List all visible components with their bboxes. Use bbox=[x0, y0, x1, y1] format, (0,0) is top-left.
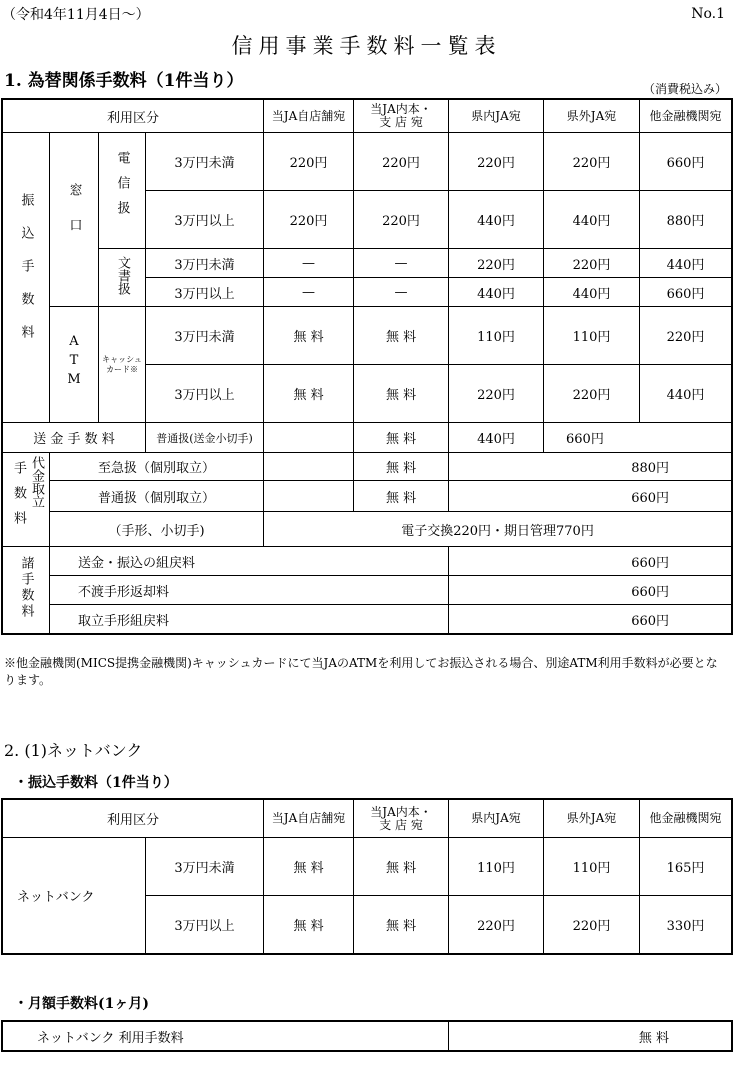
transfer-fee-heading: ・振込手数料（1件当り） bbox=[14, 775, 178, 791]
cell: 440円 bbox=[449, 423, 544, 453]
cell: 110円 bbox=[449, 307, 544, 365]
net-under-row bbox=[3, 838, 732, 896]
cell: 330円 bbox=[640, 896, 732, 954]
atm-under-amount: 3万円未満 bbox=[146, 307, 264, 365]
cell: 220円 bbox=[544, 365, 640, 423]
cell: 220円 bbox=[354, 133, 449, 191]
document-label: 文書扱 bbox=[99, 249, 146, 307]
cell: 無 料 bbox=[354, 365, 449, 423]
remit-row bbox=[3, 423, 732, 453]
doc-under-row bbox=[3, 249, 732, 278]
misc-value: 660円 bbox=[449, 576, 732, 605]
misc-row bbox=[3, 576, 732, 605]
tel-over-amount: 3万円以上 bbox=[146, 191, 264, 249]
cell: 440円 bbox=[544, 278, 640, 307]
bills-row bbox=[3, 512, 732, 547]
cell: 無 料 bbox=[354, 481, 449, 512]
cell: 220円 bbox=[449, 249, 544, 278]
cell: 220円 bbox=[449, 133, 544, 191]
cash-card-label: キャッシュカード※ bbox=[99, 307, 146, 423]
monthly-fee-table bbox=[2, 1021, 732, 1051]
net-under-amount: 3万円未満 bbox=[146, 838, 264, 896]
cell: 660円 bbox=[449, 481, 732, 512]
bills-label: （手形、小切手) bbox=[50, 512, 264, 547]
cell: 無 料 bbox=[264, 307, 354, 365]
cell: 440円 bbox=[640, 249, 732, 278]
col-own-branch: 当JA自店舗宛 bbox=[264, 100, 354, 133]
misc-label: 不渡手形返却料 bbox=[50, 576, 449, 605]
atm-under-row bbox=[3, 307, 732, 365]
monthly-fee-heading: ・月額手数料(1ヶ月) bbox=[14, 996, 149, 1012]
col-own-main bbox=[354, 800, 449, 838]
cell: 220円 bbox=[354, 191, 449, 249]
cell: 880円 bbox=[640, 191, 732, 249]
section2-heading: 2. (1)ネットバンク bbox=[4, 741, 143, 760]
atm-footnote: ※他金融機関(MICS提携金融機関)キャッシュカードにて当JAのATMを利用してお振込される場合、別途ATM利用手数料が必要となります。 bbox=[4, 656, 718, 687]
col-own-main-line1: 当JA内本・ bbox=[370, 102, 432, 116]
cell: 無 料 bbox=[264, 365, 354, 423]
express-label: 至急扱（個別取立） bbox=[50, 453, 264, 481]
tax-note: （消費税込み） bbox=[642, 82, 727, 96]
cell: 220円 bbox=[544, 249, 640, 278]
bills-value: 電子交換220円・期日管理770円 bbox=[264, 512, 732, 547]
col-in-pref: 県内JA宛 bbox=[449, 100, 544, 133]
exchange-fee-table bbox=[2, 99, 732, 634]
col-other-bank: 他金融機関宛 bbox=[640, 800, 732, 838]
col-category: 利用区分 bbox=[3, 100, 264, 133]
col-out-pref: 県外JA宛 bbox=[544, 800, 640, 838]
cell: 110円 bbox=[544, 307, 640, 365]
cell: 220円 bbox=[264, 133, 354, 191]
cell: 660円 bbox=[640, 133, 732, 191]
col-own-main-line2: 支 店 宛 bbox=[379, 817, 423, 832]
misc-label: 送金・振込の組戻料 bbox=[50, 547, 449, 576]
header-row bbox=[3, 800, 732, 838]
telegraph-label: 電信扱 bbox=[99, 133, 146, 249]
effective-date: （令和4年11月4日～） bbox=[2, 7, 150, 23]
cell: 無 料 bbox=[354, 423, 449, 453]
collection-fee-label: 代金取立 手数料 bbox=[3, 453, 50, 547]
misc-value: 660円 bbox=[449, 547, 732, 576]
cell: 220円 bbox=[449, 896, 544, 954]
normal-label: 普通扱（個別取立） bbox=[50, 481, 264, 512]
misc-label: 取立手形組戻料 bbox=[50, 605, 449, 634]
transfer-fee-label: 振込手数料 bbox=[3, 133, 50, 423]
monthly-value: 無 料 bbox=[449, 1022, 732, 1051]
cell: — bbox=[264, 249, 354, 278]
cell: 220円 bbox=[544, 133, 640, 191]
cell: 無 料 bbox=[354, 838, 449, 896]
cell: 440円 bbox=[544, 191, 640, 249]
misc-row bbox=[3, 605, 732, 634]
net-over-amount: 3万円以上 bbox=[146, 896, 264, 954]
page-number: No.1 bbox=[691, 6, 725, 22]
normal-row bbox=[3, 481, 732, 512]
col-own-branch: 当JA自店舗宛 bbox=[264, 800, 354, 838]
col-out-pref: 県外JA宛 bbox=[544, 100, 640, 133]
cell: 880円 bbox=[449, 453, 732, 481]
cell bbox=[264, 423, 354, 453]
cell: 220円 bbox=[544, 896, 640, 954]
tel-under-amount: 3万円未満 bbox=[146, 133, 264, 191]
cell: — bbox=[264, 278, 354, 307]
cell: 無 料 bbox=[354, 453, 449, 481]
atm-label: ATM bbox=[50, 307, 99, 423]
col-own-main-line2: 支 店 宛 bbox=[379, 115, 423, 129]
section1-heading: 1. 為替関係手数料（1件当り） bbox=[4, 71, 244, 91]
cell: 220円 bbox=[264, 191, 354, 249]
col-in-pref: 県内JA宛 bbox=[449, 800, 544, 838]
cell: 110円 bbox=[449, 838, 544, 896]
monthly-row bbox=[3, 1022, 732, 1051]
cell: — bbox=[354, 278, 449, 307]
misc-row bbox=[3, 547, 732, 576]
atm-over-amount: 3万円以上 bbox=[146, 365, 264, 423]
cell: 無 料 bbox=[354, 307, 449, 365]
express-row bbox=[3, 453, 732, 481]
cell: — bbox=[354, 249, 449, 278]
netbank-fee-table bbox=[2, 799, 732, 954]
cell: 220円 bbox=[640, 307, 732, 365]
cell: 無 料 bbox=[354, 896, 449, 954]
window-label: 窓口 bbox=[50, 133, 99, 307]
col-own-main bbox=[354, 100, 449, 133]
col-category: 利用区分 bbox=[3, 800, 264, 838]
cell: 440円 bbox=[640, 365, 732, 423]
cell: 440円 bbox=[449, 278, 544, 307]
misc-value: 660円 bbox=[449, 605, 732, 634]
remit-type: 普通扱(送金小切手) bbox=[146, 423, 264, 453]
tel-under-row bbox=[3, 133, 732, 191]
cell: 220円 bbox=[449, 365, 544, 423]
cell: 440円 bbox=[449, 191, 544, 249]
misc-fee-label: 諸手数料 bbox=[3, 547, 50, 634]
header-row bbox=[3, 100, 732, 133]
cell: 無 料 bbox=[264, 896, 354, 954]
col-other-bank: 他金融機関宛 bbox=[640, 100, 732, 133]
cell: 660円 bbox=[544, 423, 732, 453]
cell bbox=[264, 453, 354, 481]
doc-under-amount: 3万円未満 bbox=[146, 249, 264, 278]
cell: 660円 bbox=[640, 278, 732, 307]
col-own-main-line1: 当JA内本・ bbox=[370, 804, 432, 819]
remit-label: 送 金 手 数 料 bbox=[3, 423, 146, 453]
cell: 無 料 bbox=[264, 838, 354, 896]
monthly-label: ネットバンク 利用手数料 bbox=[3, 1022, 449, 1051]
cell bbox=[264, 481, 354, 512]
page-title: 信用事業手数料一覧表 bbox=[231, 34, 502, 58]
doc-over-amount: 3万円以上 bbox=[146, 278, 264, 307]
netbank-label: ネットバンク bbox=[3, 838, 146, 954]
cell: 110円 bbox=[544, 838, 640, 896]
cell: 165円 bbox=[640, 838, 732, 896]
